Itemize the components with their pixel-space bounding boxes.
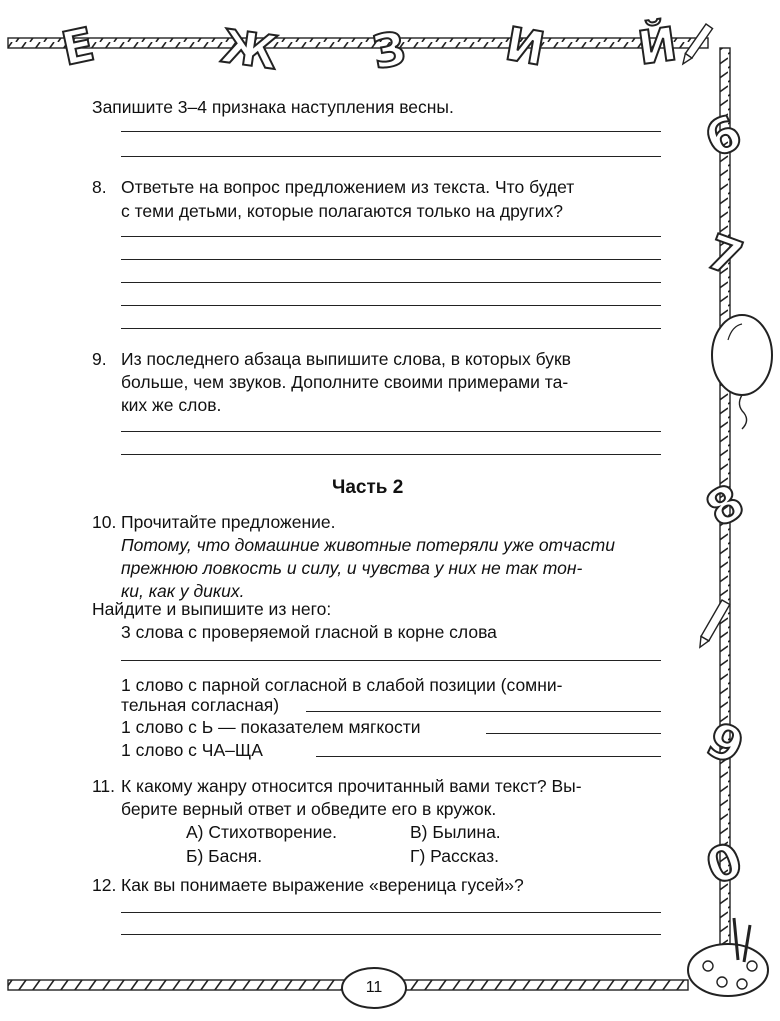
task-item: 1 слово с Ь — показателем мягкости <box>121 717 421 737</box>
side-digit: 8 <box>696 473 754 539</box>
header-letter: Е <box>56 16 99 77</box>
question-text: Как вы понимаете выражение «вереница гусей»? <box>121 875 524 895</box>
question-text: берите верный ответ и обведите его в кружок. <box>121 799 497 819</box>
task-text: Найдите и выпишите из него: <box>92 599 332 619</box>
question-text: ких же слов. <box>121 395 222 415</box>
question-number: 12. <box>92 875 117 895</box>
answer-line[interactable] <box>121 305 661 306</box>
section-title: Часть 2 <box>332 477 404 498</box>
side-digit: 0 <box>699 832 750 897</box>
answer-line[interactable] <box>121 328 661 329</box>
answer-line[interactable] <box>121 454 661 455</box>
task-item: 3 слова с проверяемой гласной в корне слова <box>121 622 497 642</box>
answer-line[interactable] <box>121 259 661 260</box>
answer-line[interactable] <box>121 431 661 432</box>
header-letter: И <box>501 16 549 77</box>
header-letter: З <box>368 20 411 80</box>
header-letter: Й <box>634 16 681 76</box>
answer-line[interactable] <box>306 711 661 712</box>
question-spring: Запишите 3–4 признака наступления весны. <box>92 97 454 117</box>
answer-option[interactable]: Б) Басня. <box>186 846 263 866</box>
answer-line[interactable] <box>121 660 661 661</box>
quote-text: прежнюю ловкость и силу, и чувства у них не так тон- <box>121 558 583 578</box>
question-number: 9. <box>92 349 107 369</box>
answer-line[interactable] <box>121 934 661 935</box>
side-digit: 6 <box>696 104 751 170</box>
answer-line[interactable] <box>121 236 661 237</box>
quote-text: ки, как у диких. <box>121 581 245 601</box>
answer-line[interactable] <box>486 733 661 734</box>
answer-line[interactable] <box>121 282 661 283</box>
answer-option[interactable]: Г) Рассказ. <box>410 846 499 866</box>
answer-line[interactable] <box>121 912 661 913</box>
question-number: 11. <box>92 776 116 796</box>
task-item: 1 слово с парной согласной в слабой позиции (сомни- <box>121 675 563 695</box>
question-text: Прочитайте предложение. <box>121 512 336 532</box>
question-text: Ответьте на вопрос предложением из текста. Что будет <box>121 177 575 197</box>
question-number: 8. <box>92 177 107 197</box>
side-digit: 7 <box>699 223 750 288</box>
task-item: 1 слово с ЧА–ЩА <box>121 740 263 760</box>
question-text: К какому жанру относится прочитанный вами текст? Вы- <box>121 776 582 796</box>
top-rail <box>8 38 708 48</box>
question-number: 10. <box>92 512 117 532</box>
quote-text: Потому, что домашние животные потеряли уже отчасти <box>121 535 615 555</box>
side-digit: 9 <box>698 711 753 777</box>
page-number: 11 <box>341 967 407 1009</box>
question-text: больше, чем звуков. Дополните своими примерами та- <box>121 372 569 392</box>
answer-line[interactable] <box>121 131 661 132</box>
answer-line[interactable] <box>316 756 661 757</box>
header-letter: Ж <box>217 18 282 81</box>
answer-line[interactable] <box>121 156 661 157</box>
question-text: Из последнего абзаца выпишите слова, в которых букв <box>121 349 571 369</box>
question-text: с теми детьми, которые полагаются только на других? <box>121 201 564 221</box>
answer-option[interactable]: А) Стихотворение. <box>186 822 338 842</box>
task-item: тельная согласная) <box>121 695 280 715</box>
answer-option[interactable]: В) Былина. <box>410 822 501 842</box>
